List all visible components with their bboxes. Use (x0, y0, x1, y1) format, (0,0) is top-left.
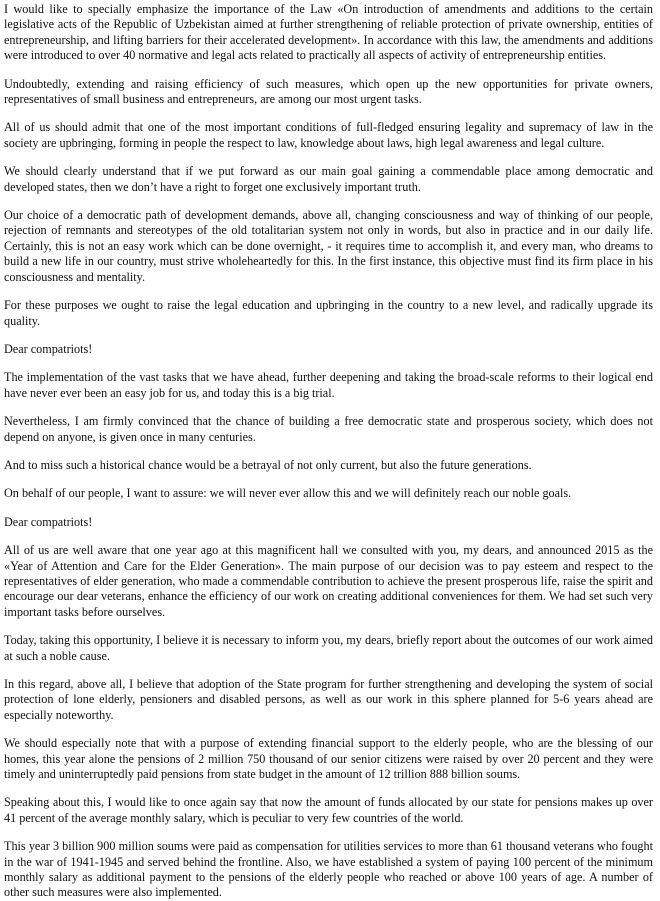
paragraph-dear-compatriots-1: Dear compatriots! (4, 341, 93, 356)
paragraph-historical-chance: And to miss such a historical chance would be a betrayal of not only current, but also the future generations. (4, 457, 532, 472)
paragraph-legal-culture: All of us should admit that one of the most important conditions of full-fledged ensuring legality and supremacy of law in the society are upbringing, forming in people the respect to law, knowledge about laws, high legal awareness and legal culture. (4, 120, 653, 150)
paragraph-vast-tasks: The implementation of the vast tasks that we have ahead, further deepening and taking the broad-scale reforms to their logical end have never ever been an easy job for us, and today this is a big trial. (4, 370, 653, 400)
paragraph-pensions-raised: We should especially note that with a purpose of extending financial support to the elderly people, who are the blessing of our homes, this year alone the pensions of 2 million 750 thousand of our senior citizens were raised by over 20 percent and they were timely and uninterruptedly paid pensions from state budget in the amount of 12 trillion 888 billion soums. (4, 736, 653, 782)
paragraph-report-outcomes: Today, taking this opportunity, I believe it is necessary to inform you, my dears, briefly report about the outcomes of our work aimed at such a noble cause. (4, 633, 653, 663)
paragraph-utilities-compensation: This year 3 billion 900 million soums were paid as compensation for utilities services to more than 61 thousand veterans who fought in the war of 1941-1945 and served behind the frontline. Also, we have established a system of paying 100 percent of the minimum monthly salary as additional payment to the pensions of the elderly people who reached or above 100 years of age. A number of other such measures were also implemented. (4, 839, 653, 900)
paragraph-democratic-path: Our choice of a democratic path of development demands, above all, changing consciousness and way of thinking of our people, rejection of remnants and stereotypes of the old totalitarian system not only in words, but also in practice and in our daily life. Certainly, this is not an easy work which can be done overnight, - it requires time to accomplish it, and every man, who dreams to build a new life in our country, must strive wholeheartedly for this. In the first instance, this objective must find its firm place in his consciousness and mentality. (4, 208, 653, 284)
paragraph-elder-generation-year: All of us are well aware that one year ago at this magnificent hall we consulted with you, my dears, and announced 2015 as the «Year of Attention and Care for the Elder Generation». The main purpose of our decision was to pay esteem and respect to the representatives of elder generation, who made a commendable contribution to achieve the present prosperous life, raise the spirit and encourage our dear veterans, enhance the efficiency of our work on creating additional conveniences for them. We had set such very important tasks before ourselves. (4, 543, 653, 619)
paragraph-important-truth: We should clearly understand that if we put forward as our main goal gaining a commendable place among democratic and developed states, then we don’t have a right to forget one exclusively important truth. (4, 164, 653, 194)
paragraph-state-program: In this regard, above all, I believe that adoption of the State program for further strengthening and developing the system of social protection of lone elderly, pensioners and disabled persons, as well as our work in this sphere planned for 5-6 years ahead are especially noteworthy. (4, 677, 653, 722)
paragraph-free-democratic-state: Nevertheless, I am firmly convinced that the chance of building a free democratic state and prosperous society, which does not depend on anyone, is given once in many centuries. (4, 414, 653, 444)
paragraph-law-amendments: I would like to specially emphasize the importance of the Law «On introduction of amendments and additions to the certain legislative acts of the Republic of Uzbekistan aimed at further strengthening of reliable protection of private ownership, entities of entrepreneurship, and lifting barriers for their accelerated development». In accordance with this law, the amendments and additions were introduced to over 40 normative and legal acts related to practically all aspects of activity of entrepreneurship entities. (4, 2, 653, 63)
paragraph-legal-education: For these purposes we ought to raise the legal education and upbringing in the country to a new level, and radically upgrade its quality. (4, 298, 653, 328)
paragraph-dear-compatriots-2: Dear compatriots! (4, 514, 93, 529)
paragraph-efficiency-measures: Undoubtedly, extending and raising efficiency of such measures, which open up the new opportunities for private owners, representatives of small business and entrepreneurs, are among our most urgent tasks. (4, 76, 653, 107)
paragraph-pension-funds: Speaking about this, I would like to once again say that now the amount of funds allocated by our state for pensions makes up over 41 percent of the average monthly salary, which is peculiar to very few countries of the world. (4, 795, 653, 825)
paragraph-assurance: On behalf of our people, I want to assure: we will never ever allow this and we will definitely reach our noble goals. (4, 486, 572, 501)
